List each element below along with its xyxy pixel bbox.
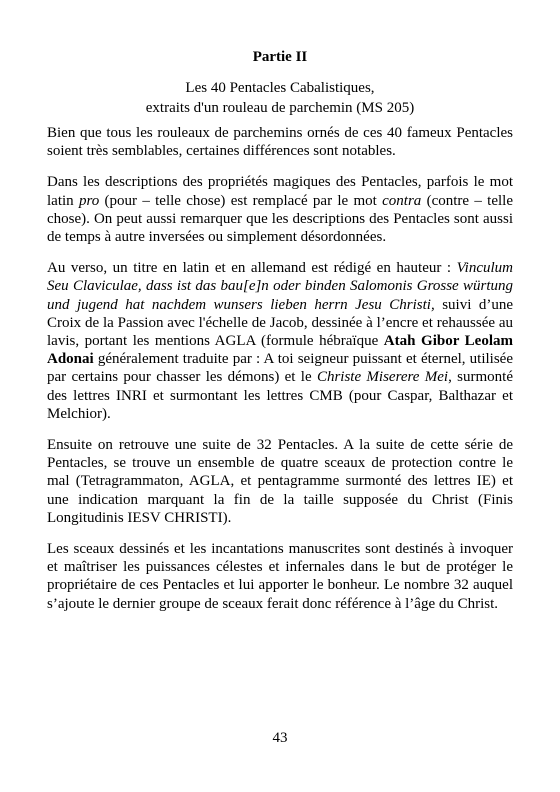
paragraph-3-text-4: , surmonté des lettres INRI et surmontant les lettres CMB (pour Caspar, Balthazar et Melchior).	[47, 369, 514, 422]
latin-german-title: Vinculum Seu Claviculae, dass ist das bau[e]n oder binden Salomonis Grosse würtung und jugend hat nachdem wunsers lieben herrn Jesu Christi,	[47, 260, 513, 313]
body-text	[47, 124, 513, 626]
document-page	[47, 0, 513, 792]
page-number: 43	[272, 730, 288, 746]
latin-word-pro: pro	[78, 192, 100, 209]
section-subtitle	[47, 78, 513, 118]
paragraph-3-text-3: généralement traduite par : A toi seigneur puissant et éternel, utilisée par certains pour chasser les démons) et le	[47, 351, 513, 386]
subtitle-line-1: Les 40 Pentacles Cabalistiques,	[185, 80, 375, 96]
section-heading: Partie II	[252, 49, 308, 65]
paragraph-2-text-1: Dans les descriptions des propriétés magiques des Pentacles, parfois le mot latin	[47, 174, 513, 209]
paragraph-2-text-2: (pour – telle chose) est remplacé par le mot	[99, 192, 383, 209]
latin-word-contra: contra	[382, 192, 422, 209]
paragraph-2	[47, 173, 513, 246]
paragraph-3-text-2: suivi d’une Croix de la Passion avec l'échelle de Jacob, dessinée à l’encre et rehaussée au lavis, portant les mentions AGLA (formule hébraïque	[47, 296, 514, 350]
paragraph-4: Ensuite on retrouve une suite de 32 Pentacles. A la suite de cette série de Pentacles, se trouve un ensemble de quatre sceaux de protection contre le mal (Tetragrammaton, AGLA, et pentagramme surmonté des lettres IE) et une indication marquant la fin de la taille supposée du Christ (Finis Longitudinis IESV CHRISTI).	[47, 437, 513, 526]
paragraph-2-text-3: (contre – telle chose). On peut aussi remarquer que les descriptions des Pentacles sont aussi de temps à autre inversées ou simplement désordonnées.	[47, 192, 513, 246]
christe-miserere-mei: Christe Miserere Mei	[316, 369, 449, 386]
paragraph-5: Les sceaux dessinés et les incantations manuscrites sont destinés à invoquer et maîtriser les puissances célestes et infernales dans le but de protéger le propriétaire de ces Pentacles et lui apporter le bonheur. Le nombre 32 auquel s’ajoute le dernier groupe de sceaux ferait donc référence à l’âge du Christ.	[47, 541, 513, 612]
paragraph-3-text-1: Au verso, un titre en latin et en allemand est rédigé en hauteur :	[47, 260, 457, 277]
paragraph-1: Bien que tous les rouleaux de parchemins ornés de ces 40 fameux Pentacles soient très semblables, certaines différences sont notables.	[47, 125, 513, 160]
subtitle-line-2: extraits d'un rouleau de parchemin (MS 205)	[145, 100, 415, 116]
paragraph-3	[47, 259, 513, 423]
agla-formula: Atah Gibor Leolam Adonai	[47, 333, 513, 368]
